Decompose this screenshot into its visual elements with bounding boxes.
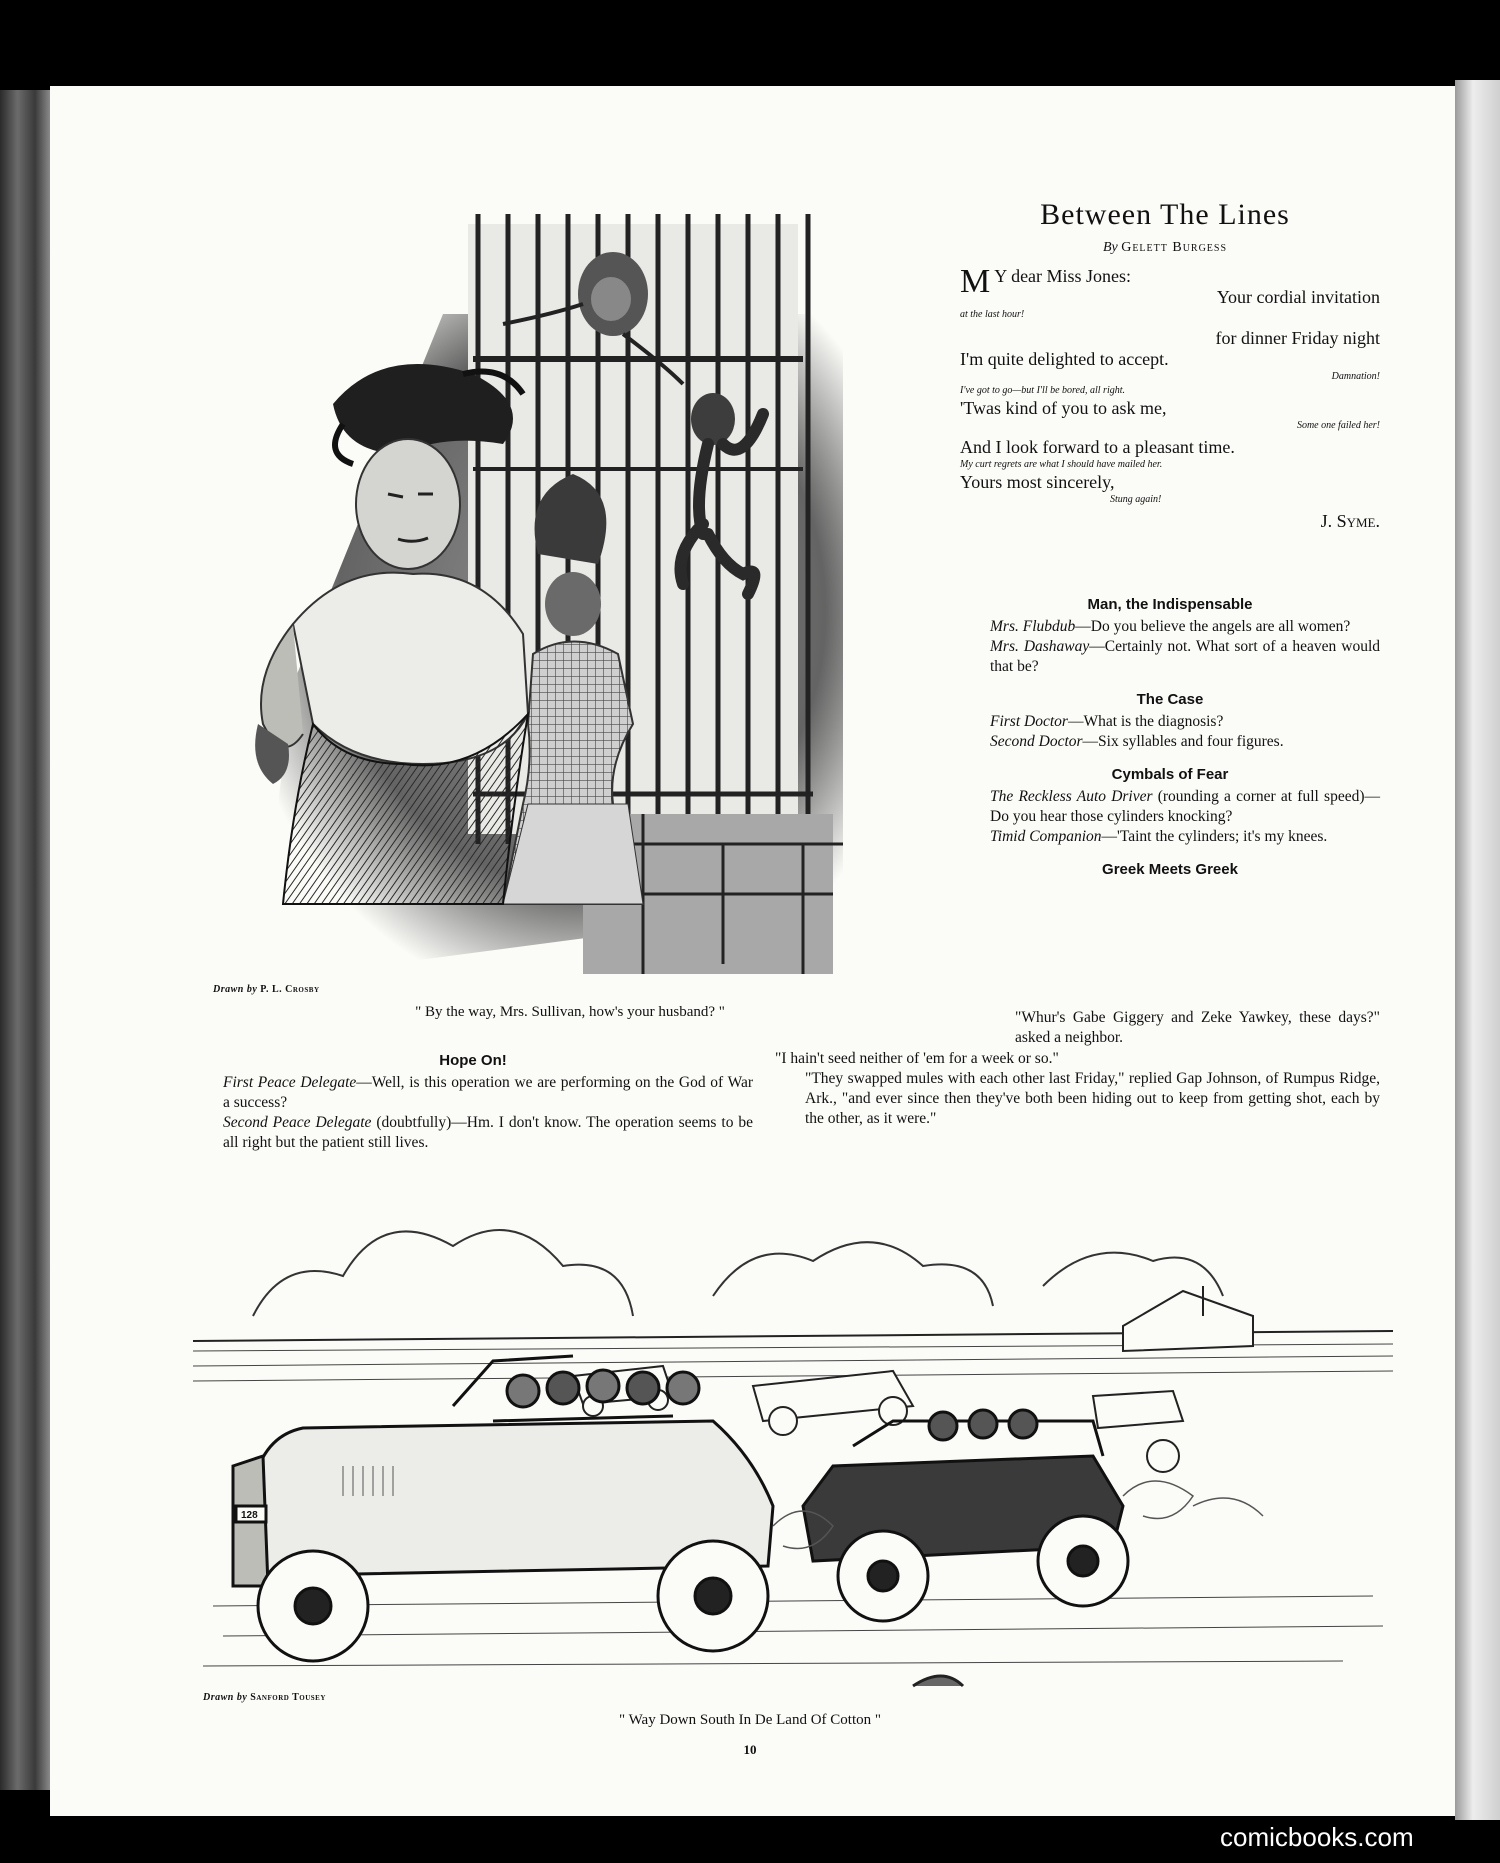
poem-line-5: 'Twas kind of you to ask me, xyxy=(960,398,1167,418)
hope-speaker-2: Second Peace Delegate xyxy=(223,1114,372,1131)
zoo-cartoon-illustration xyxy=(203,204,983,974)
poem xyxy=(960,263,1380,532)
joke-1-line-2: —Certainly not. What sort of a heaven would that be? xyxy=(990,638,1380,675)
cartoon-1-credit-name: P. L. Crosby xyxy=(260,984,320,995)
joke-2-text xyxy=(960,712,1380,752)
magazine-page xyxy=(50,86,1455,1816)
poem-aside-6: Stung again! xyxy=(1110,494,1162,505)
article-byline xyxy=(930,240,1400,256)
joke-1-speaker-1: Mrs. Flubdub xyxy=(990,618,1076,635)
joke-3-speaker-1: The Reckless Auto Driver xyxy=(990,788,1153,805)
poem-signature: J. Syme. xyxy=(1320,511,1380,531)
greek-p3-text: "They swapped mules with each other last Friday," replied Gap Johnson, of Rumpus Ridge, Ark., "and ever since then they've both been hiding out to keep from getting shot, each by the other, as it were." xyxy=(805,1070,1380,1127)
joke-3-text xyxy=(960,787,1380,847)
cartoon-1-credit-prefix: Drawn by xyxy=(213,984,258,995)
poem-aside-5: My curt regrets are what I should have mailed her. xyxy=(960,459,1163,470)
joke-2-speaker-2: Second Doctor xyxy=(990,733,1083,750)
watermark: comicbooks.com xyxy=(1220,1822,1414,1852)
article-title: Between The Lines xyxy=(1040,198,1290,231)
cartoon-1-credit xyxy=(213,984,320,995)
greek-paragraph-1 xyxy=(985,1008,1380,1048)
cartoon-1-caption: " By the way, Mrs. Sullivan, how's your husband? " xyxy=(415,1004,725,1020)
hope-text xyxy=(193,1073,753,1153)
greek-heading: Greek Meets Greek xyxy=(1102,861,1238,878)
joke-3-line-2: —'Taint the cylinders; it's my knees. xyxy=(1101,828,1328,845)
hope-on-section xyxy=(193,1052,753,1153)
poem-line-3: for dinner Friday night xyxy=(1215,328,1380,348)
poem-dropcap: M xyxy=(960,263,991,300)
joke-3-heading: Cymbals of Fear xyxy=(1111,766,1229,783)
joke-1-speaker-2: Mrs. Dashaway xyxy=(990,638,1090,655)
poem-aside-1: at the last hour! xyxy=(960,309,1025,320)
poem-line-2: Your cordial invitation xyxy=(1216,287,1380,307)
joke-1-text xyxy=(960,617,1380,677)
jokes-column xyxy=(960,596,1380,878)
poem-line-4: I'm quite delighted to accept. xyxy=(960,349,1169,369)
joke-1-heading: Man, the Indispensable xyxy=(1087,596,1253,613)
byline-prefix: By xyxy=(1102,240,1118,255)
joke-3-speaker-2: Timid Companion xyxy=(990,828,1102,845)
poem-line-1: Y dear Miss Jones: xyxy=(994,266,1132,286)
joke-2-speaker-1: First Doctor xyxy=(990,713,1068,730)
hope-heading: Hope On! xyxy=(439,1052,507,1069)
facing-page-edge xyxy=(1455,80,1500,1820)
greek-paragraphs-2-3 xyxy=(775,1049,1380,1129)
hope-line-2: (doubtfully)—Hm. I don't know. The operation seems to be all right but the patient still lives. xyxy=(223,1114,754,1151)
cartoon-2-caption: " Way Down South In De Land Of Cotton " xyxy=(619,1712,881,1728)
joke-1-line-1: —Do you believe the angels are all women? xyxy=(1075,618,1351,635)
greek-p1-text: "Whur's Gabe Giggery and Zeke Yawkey, these days?" asked a neighbor. xyxy=(1015,1009,1380,1046)
poem-aside-2: Damnation! xyxy=(1331,371,1380,382)
license-plate-number: 128 xyxy=(241,1510,258,1521)
poem-line-7: Yours most sincerely, xyxy=(960,472,1115,492)
poem-line-6: And I look forward to a pleasant time. xyxy=(960,437,1235,457)
page-number: 10 xyxy=(743,1742,757,1757)
joke-2-line-2: —Six syllables and four figures. xyxy=(1082,733,1284,750)
greek-p2-text: "I hain't seed neither of 'em for a week or so." xyxy=(775,1050,1059,1067)
cartoon-2-credit-prefix: Drawn by xyxy=(203,1692,248,1703)
poem-aside-3: I've got to go—but I'll be bored, all right. xyxy=(960,385,1125,396)
cars-cartoon-illustration xyxy=(193,1166,1393,1726)
joke-2-heading: The Case xyxy=(1136,691,1204,708)
byline-author: Gelett Burgess xyxy=(1121,240,1228,255)
cartoon-2-credit xyxy=(203,1692,326,1703)
hope-line-1: —Well, is this operation we are performing on the God of War a success? xyxy=(223,1074,754,1111)
joke-2-line-1: —What is the diagnosis? xyxy=(1067,713,1224,730)
book-spine xyxy=(0,90,50,1790)
joke-3-line-1: (rounding a corner at full speed)—Do you hear those cylinders knocking? xyxy=(990,788,1380,825)
cartoon-2-credit-name: Sanford Tousey xyxy=(250,1692,326,1703)
hope-speaker-1: First Peace Delegate xyxy=(223,1074,357,1091)
poem-aside-4: Some one failed her! xyxy=(1296,420,1380,431)
